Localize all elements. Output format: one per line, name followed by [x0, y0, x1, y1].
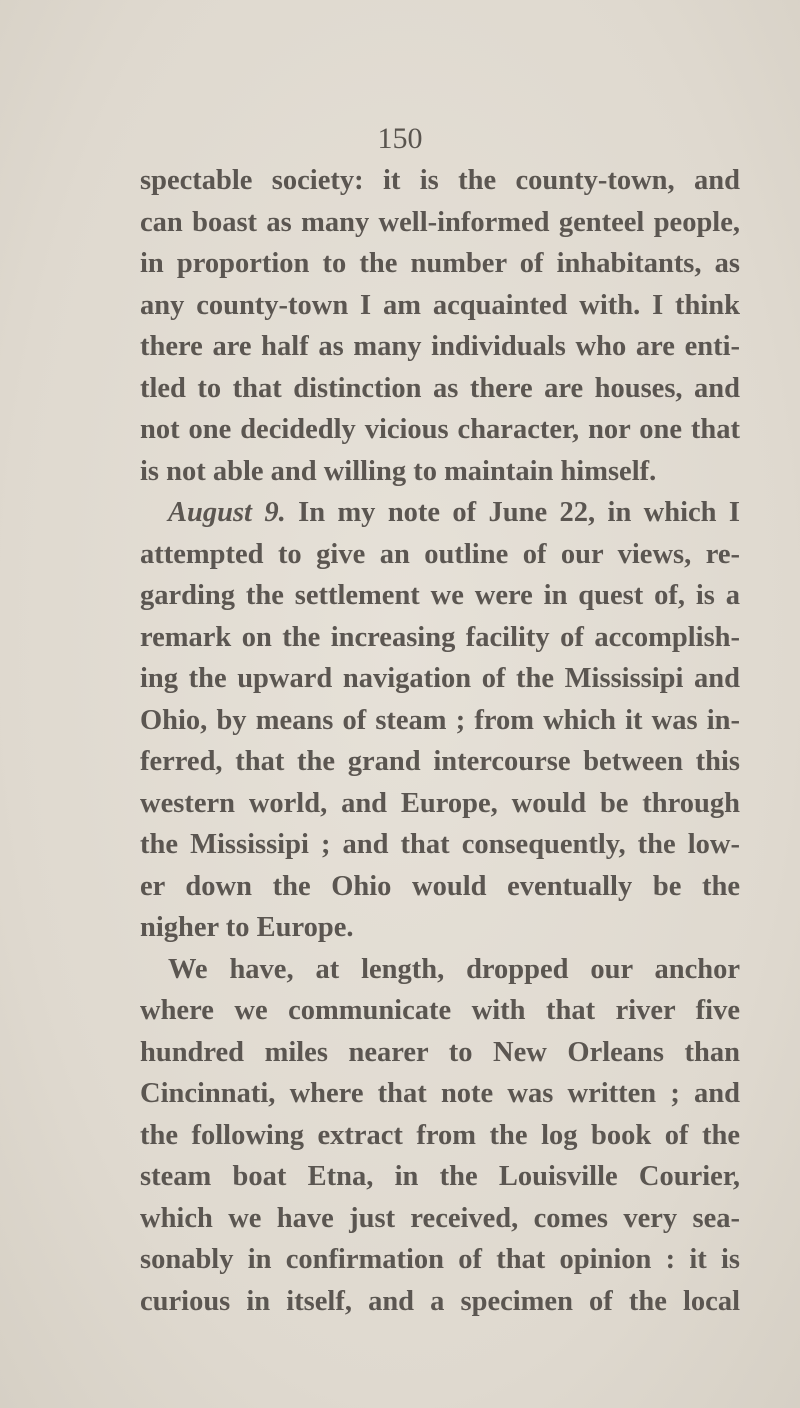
text-line: steam boat Etna, in the Louisville Courier,: [140, 1161, 740, 1192]
text-line: remark on the increasing facility of accomplish-: [140, 621, 740, 653]
body-text: [140, 160, 740, 1322]
text-line: Cincinnati, where that note was written ; and: [140, 1078, 740, 1109]
text-line: er down the Ohio would eventually be the: [140, 870, 740, 902]
text-line: In my note of June 22, in which I: [298, 497, 740, 528]
text-line: is not able and willing to maintain himself.: [140, 455, 657, 487]
text-line: the Mississipi ; and that consequently, the low-: [140, 829, 740, 860]
text-line: where we communicate with that river five: [140, 995, 740, 1026]
text-line: curious in itself, and a specimen of the local: [140, 1285, 740, 1317]
text-line: which we have just received, comes very sea-: [140, 1202, 740, 1234]
text-line: hundred miles nearer to New Orleans than: [140, 1036, 740, 1068]
text-line: nigher to Europe.: [140, 912, 354, 943]
text-line: the following extract from the log book of the: [140, 1119, 740, 1151]
text-line: Ohio, by means of steam ; from which it was in-: [140, 704, 740, 736]
text-line: spectable society: it is the county-town, and: [140, 165, 740, 196]
text-line: western world, and Europe, would be through: [140, 787, 740, 819]
text-line: any county-town I am acquainted with. I think: [140, 289, 740, 321]
dated-paragraph-line: [140, 492, 740, 534]
page-number: 150: [377, 122, 423, 155]
text-line: there are half as many individuals who are enti-: [140, 331, 740, 362]
text-line: can boast as many well-informed genteel people,: [140, 206, 740, 238]
text-line: We have, at length, dropped our anchor: [168, 953, 740, 985]
text-line: ing the upward navigation of the Mississipi and: [140, 663, 740, 694]
text-line: garding the settlement we were in quest of, is a: [140, 580, 740, 611]
date-heading: August 9.: [168, 497, 286, 528]
text-line: ferred, that the grand intercourse between this: [140, 746, 740, 777]
text-line: attempted to give an outline of our views, re-: [140, 538, 740, 570]
text-line: tled to that distinction as there are houses, and: [140, 372, 740, 404]
text-line: sonably in confirmation of that opinion : it is: [140, 1244, 740, 1275]
text-line: not one decidedly vicious character, nor one that: [140, 414, 740, 445]
text-line: in proportion to the number of inhabitants, as: [140, 248, 740, 279]
